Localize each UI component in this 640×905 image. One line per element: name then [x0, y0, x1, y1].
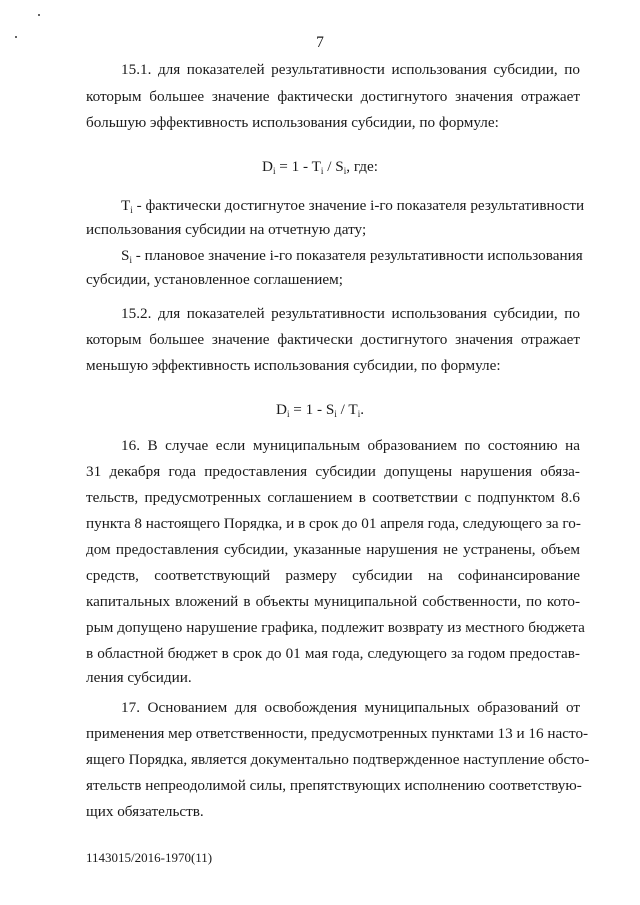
paragraph-17-line: 17. Основанием для освобождения муниципальных образований от — [121, 699, 580, 716]
paragraph-17-line: щих обязательств. — [86, 803, 204, 820]
paragraph-16-line: дом предоставления субсидии, указанные нарушения не устранены, объем — [86, 541, 580, 558]
formula-1: $D_i = 1 - T_i / S_i$, где: — [262, 158, 378, 176]
document-code: 1143015/2016-1970(11) — [86, 850, 213, 865]
si-definition-line: субсидии, установленное соглашением; — [86, 271, 343, 288]
paragraph-17-line: ятельств непреодолимой силы, препятствующих исполнению соответствую- — [86, 777, 582, 794]
paragraph-16-line: капитальных вложений в объекты муниципальной собственности, по кото- — [86, 593, 580, 610]
formula-2: $D_i = 1 - S_i / T_i$. — [276, 401, 364, 419]
si-definition-line: $S_i$ - плановое значение i-го показателя результативности использования — [121, 247, 583, 265]
paragraph-17-line: ящего Порядка, является документально подтвержденное наступление обсто- — [86, 751, 590, 768]
paragraph-15-2-line: 15.2. для показателей результативности использования субсидии, по — [121, 305, 580, 322]
paragraph-16-line: 31 декабря года предоставления субсидии допущены нарушения обяза- — [86, 463, 580, 480]
paragraph-15-2-line: меньшую эффективность использования субсидии, по формуле: — [86, 357, 501, 374]
paragraph-16-line: 16. В случае если муниципальным образованием по состоянию на — [121, 437, 580, 454]
paragraph-16-line: в областной бюджет в срок до 01 мая года, следующего за годом предостав- — [86, 645, 580, 662]
ti-definition-line: использования субсидии на отчетную дату; — [86, 221, 367, 238]
paragraph-15-1-line: которым большее значение фактически достигнутого значения отражает — [86, 88, 580, 105]
paragraph-17-line: применения мер ответственности, предусмотренных пунктами 13 и 16 насто- — [86, 725, 589, 742]
ti-definition-line: $T_i$ - фактически достигнутое значение i-го показателя результативности — [121, 197, 585, 215]
paragraph-15-1-line: большую эффективность использования субсидии, по формуле: — [86, 114, 499, 131]
paragraph-15-1-line: 15.1. для показателей результативности использования субсидии, по — [121, 61, 580, 78]
paragraph-15-2-line: которым большее значение фактически достигнутого значения отражает — [86, 331, 580, 348]
paragraph-16-line: рым допущено нарушение графика, подлежит возврату из местного бюджета — [86, 619, 585, 636]
page-number: 7 — [316, 34, 324, 51]
scan-speck — [38, 14, 40, 16]
paragraph-16-line: ления субсидии. — [86, 669, 192, 686]
paragraph-16-line: пункта 8 настоящего Порядка, и в срок до 01 апреля года, следующего за го- — [86, 515, 581, 532]
paragraph-16-line: тельств, предусмотренных соглашением в соответствии с подпунктом 8.6 — [86, 489, 580, 506]
paragraph-16-line: средств, соответствующий размеру субсидии на софинансирование — [86, 567, 580, 584]
